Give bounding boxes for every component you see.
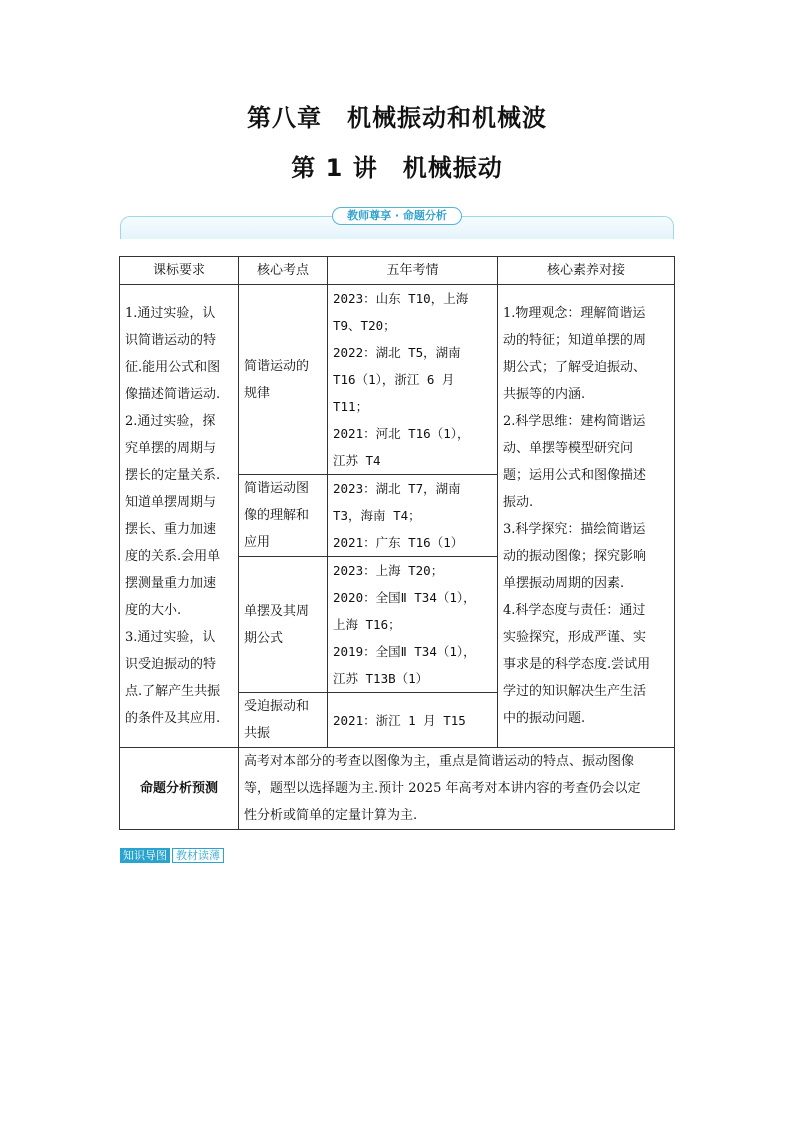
table-row — [120, 285, 675, 475]
topic-cell: 简谐运动图 像的理解和 应用 — [239, 475, 328, 557]
topic-cell: 单摆及其周 期公式 — [239, 557, 328, 693]
prediction-text: 高考对本部分的考查以图像为主，重点是简谐运动的特点、振动图像 等，题型以选择题为主.预计 2025 年高考对本讲内容的考查仍会以定 性分析或简单的定量计算为主. — [239, 748, 675, 830]
prediction-row — [120, 748, 675, 830]
topic-cell: 受迫振动和 共振 — [239, 693, 328, 748]
header-literacy: 核心素养对接 — [498, 257, 675, 285]
section-badges — [120, 848, 224, 863]
lecture-title: 第 1 讲 机械振动 — [291, 154, 503, 182]
banner-label: 教师尊享 · 命题分析 — [332, 207, 462, 225]
exams-cell: 2023：山东 T10，上海 T9、T20； 2022：湖北 T5，湖南 T16（1），浙江 6 月 T11； 2021：河北 T16（1）， 江苏 T4 — [328, 285, 498, 475]
literacy-cell: 1.物理观念：理解简谐运 动的特征；知道单摆的周 期公式；了解受迫振动、 共振等的内涵. 2.科学思维：建构简谐运 动、单摆等模型研究问 题；运用公式和图像描述 振动. 3.科学探究：描绘简谐运 动的振动图像；探究影响 单摆振动周期的因素. 4.科学态度与责任：通过 实验探究，形成严谨、实 事求是的科学态度.尝试用 学过的知识解决生产生活 中的振动问题. — [498, 285, 675, 748]
topic-cell: 简谐运动的 规律 — [239, 285, 328, 475]
analysis-table — [119, 256, 675, 830]
chapter-title: 第八章 机械振动和机械波 — [247, 104, 547, 132]
table-header-row — [120, 257, 675, 285]
header-topic: 核心考点 — [239, 257, 328, 285]
curriculum-cell: 1.通过实验，认 识简谐运动的特 征.能用公式和图 像描述简谐运动. 2.通过实验，探 究单摆的周期与 摆长的定量关系. 知道单摆周期与 摆长、重力加速 度的关系.会用单 摆测量重力加速 度的大小. 3.通过实验，认 识受迫振动的特 点.了解产生共振 的条件及其应用. — [120, 285, 239, 748]
textbook-reading-badge[interactable]: 教材读薄 — [172, 848, 224, 863]
exams-cell: 2021：浙江 1 月 T15 — [328, 693, 498, 748]
prediction-label: 命题分析预测 — [120, 748, 239, 830]
exams-cell: 2023：上海 T20； 2020：全国Ⅱ T34（1）， 上海 T16； 2019：全国Ⅱ T34（1）， 江苏 T13B（1） — [328, 557, 498, 693]
header-curriculum: 课标要求 — [120, 257, 239, 285]
knowledge-map-badge[interactable]: 知识导图 — [120, 848, 170, 863]
header-exams: 五年考情 — [328, 257, 498, 285]
exams-cell: 2023：湖北 T7，湖南 T3，海南 T4； 2021：广东 T16（1） — [328, 475, 498, 557]
